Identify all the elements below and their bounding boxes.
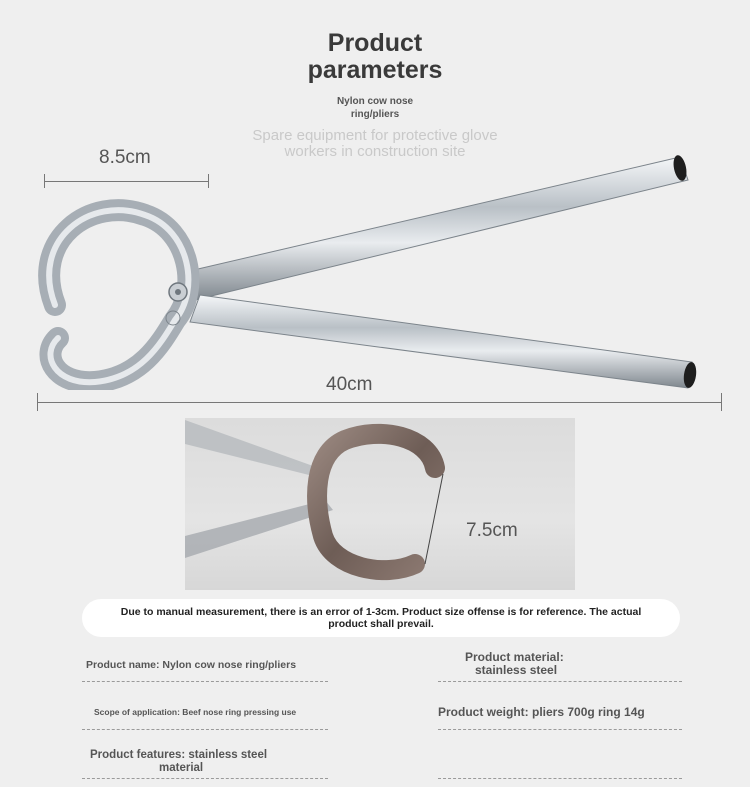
spec-divider — [438, 778, 682, 779]
spec-material-line-2: stainless steel — [475, 663, 558, 677]
ring-closeup-photo — [185, 418, 575, 590]
spec-material — [465, 651, 564, 677]
spec-divider — [82, 681, 328, 682]
spec-divider — [438, 729, 682, 730]
ring-closeup-illustration — [185, 418, 575, 590]
spec-features — [90, 749, 267, 775]
spec-material-line-1: Product material: — [465, 650, 564, 664]
page-title — [0, 30, 750, 84]
spec-features-line-2: material — [159, 762, 204, 774]
ghost-line-1: Spare equipment for protective glove — [252, 127, 498, 144]
total-length-dimension-line — [37, 402, 721, 403]
spec-divider — [82, 729, 328, 730]
total-length-label: 40cm — [326, 374, 373, 395]
pliers-illustration — [0, 140, 750, 390]
spec-weight: Product weight: pliers 700g ring 14g — [438, 705, 645, 719]
title-line-1: Product — [327, 29, 423, 57]
spec-divider — [82, 778, 328, 779]
ghost-line-2: workers in construction site — [284, 143, 466, 160]
measurement-notice: Due to manual measurement, there is an error of 1-3cm. Product size offense is for reference. The actual product shall prevail. — [82, 599, 680, 637]
title-line-2: parameters — [307, 56, 443, 84]
subtitle-line-1: Nylon cow nose — [336, 96, 414, 107]
spec-scope: Scope of application: Beef nose ring pressing use — [94, 707, 297, 717]
spec-features-line-1: Product features: stainless steel — [90, 749, 268, 761]
spec-product-name: Product name: Nylon cow nose ring/pliers — [86, 659, 297, 671]
subtitle-line-2: ring/pliers — [350, 109, 400, 120]
product-subtitle — [0, 95, 750, 121]
spec-divider — [438, 681, 682, 682]
handle-width-label: 8.5cm — [99, 147, 151, 168]
total-length-tick-right — [721, 393, 722, 411]
total-length-tick-left — [37, 393, 38, 411]
ring-height-label: 7.5cm — [466, 520, 518, 541]
